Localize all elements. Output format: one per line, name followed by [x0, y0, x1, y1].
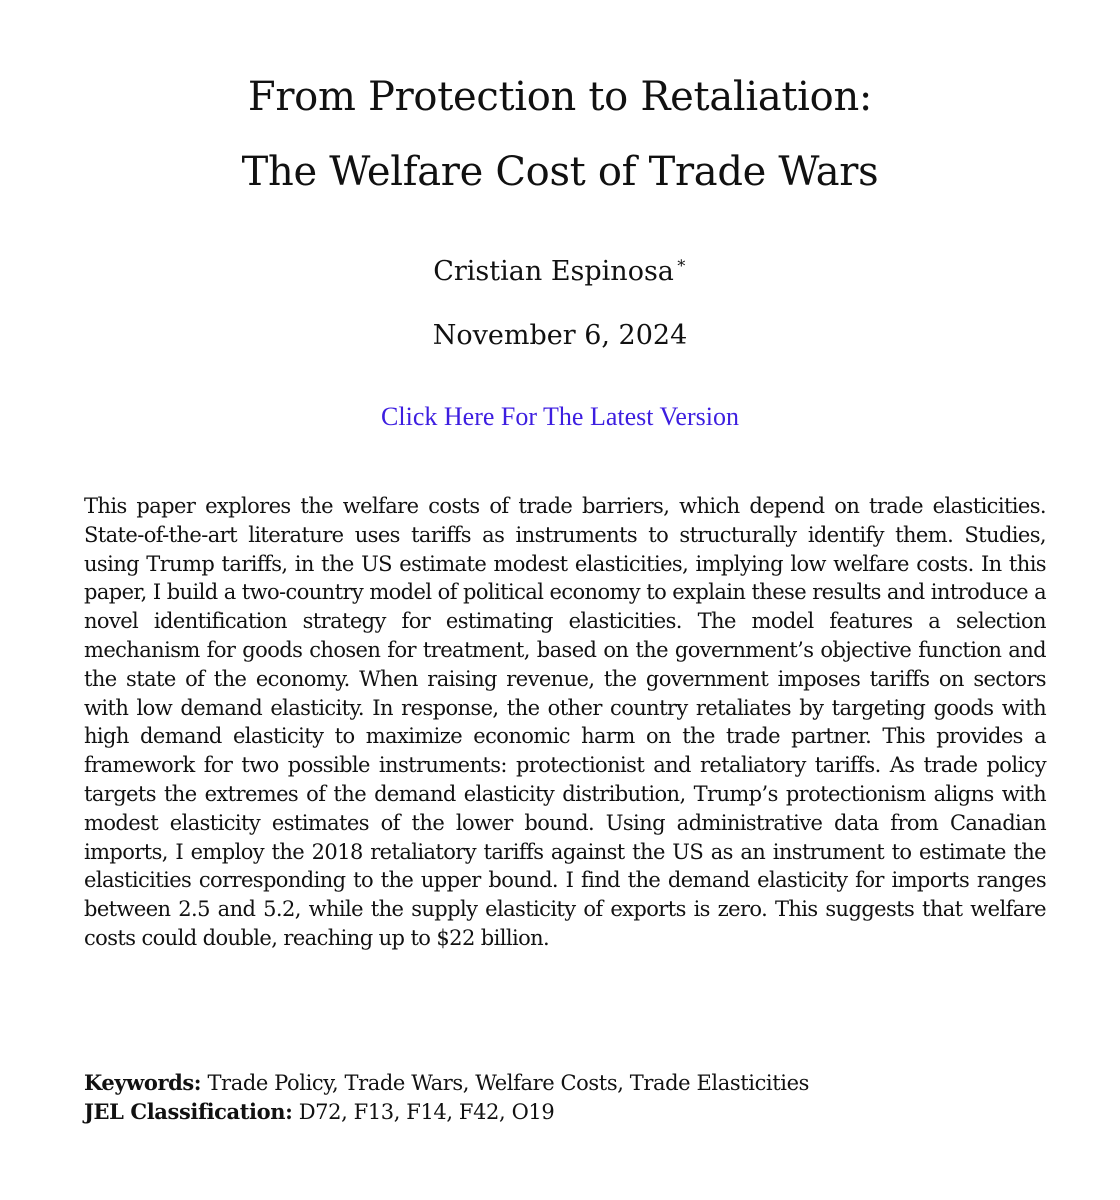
abstract: This paper explores the welfare costs of trade barriers, which depend on trade elasticities. State-of-the-art literature uses tariffs as instruments to structurally identify them. Studies, using Trump tariffs, in the US estimate modest elasticities, implying low welfare costs. In this paper, I build a two-country model of political economy to explain these results and introduce a novel identification strategy for estimating elasticities. The model features a selection mechanism for goods chosen for treatment, based on the government’s objective function and the state of the economy. When raising revenue, the government imposes tariffs on sectors with low demand elasticity. In response, the other country retaliates by targeting goods with high demand elasticity to maximize economic harm on the trade partner. This provides a framework for two possible instruments: protectionist and retaliatory tariffs. As trade policy targets the extremes of the demand elasticity distribution, Trump’s protectionism aligns with modest elasticity estimates of the lower bound. Using administrative data from Canadian imports, I employ the 2018 retaliatory tariffs against the US as an instrument to estimate the elasticities corresponding to the upper bound. I find the demand elasticity for imports ranges between 2.5 and 5.2, while the supply elasticity of exports is zero. This suggests that welfare costs could double, reaching up to $22 billion.: [84, 494, 1046, 950]
latest-version-link[interactable]: Click Here For The Latest Version: [381, 402, 739, 431]
paper-title-line-1: From Protection to Retaliation:: [247, 74, 873, 120]
paper-date: November 6, 2024: [432, 320, 688, 351]
author-name: Cristian Espinosa: [433, 256, 674, 287]
latest-version-link-container: [0, 402, 1120, 432]
keywords-label: Keywords:: [84, 1070, 202, 1095]
keywords-value: Trade Policy, Trade Wars, Welfare Costs, Trade Elasticities: [207, 1071, 810, 1095]
keywords: [84, 1070, 1046, 1095]
author: [0, 253, 1120, 287]
jel-classification: [84, 1099, 1046, 1124]
author-footnote-mark[interactable]: ∗: [675, 253, 687, 272]
jel-value: D72, F13, F14, F42, O19: [298, 1100, 555, 1124]
paper-title-line-2: The Welfare Cost of Trade Wars: [241, 149, 879, 195]
jel-label: JEL Classification:: [84, 1099, 293, 1124]
